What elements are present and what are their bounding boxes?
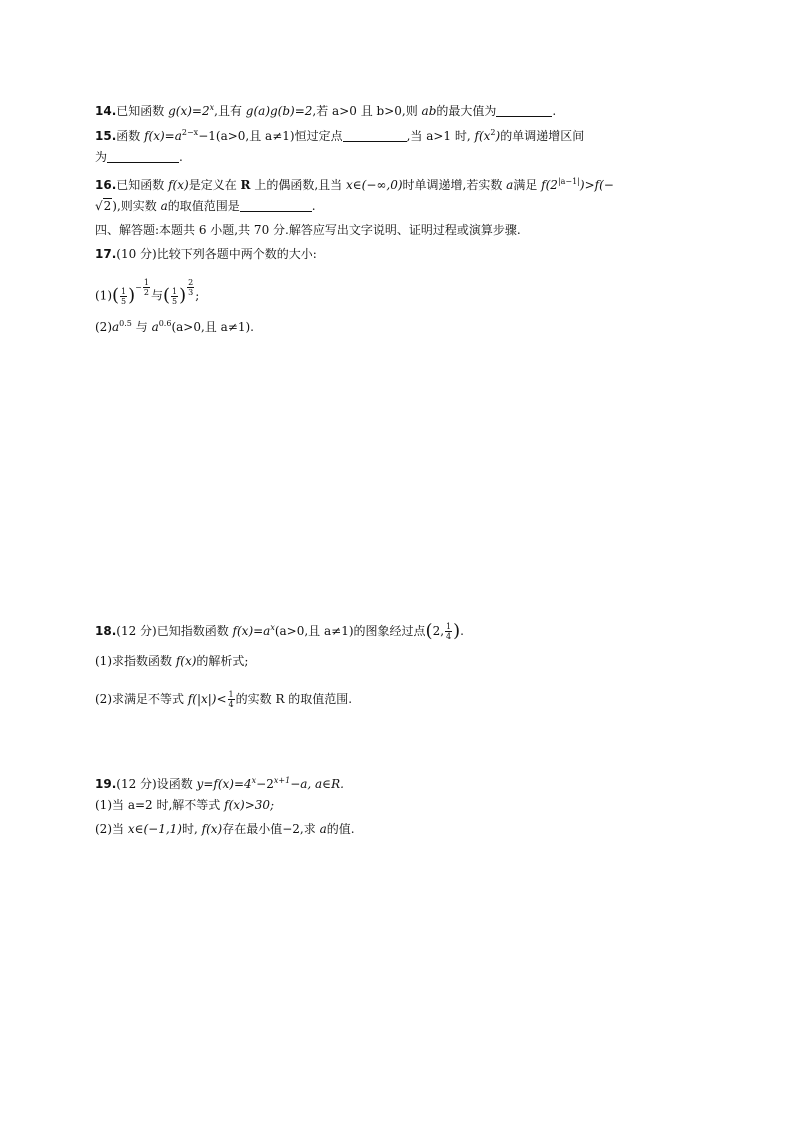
- sqrt-symbol: √2: [95, 199, 112, 213]
- question-18-part-1: (1)求指数函数 f(x)的解析式;: [95, 654, 249, 668]
- question-17: 17.(10 分)比较下列各题中两个数的大小:: [95, 247, 317, 261]
- question-19: 19.(12 分)设函数 $y=f(x)=4^x-2^{x+1}-a$, a∈R.: [95, 776, 344, 791]
- question-number: 19.: [95, 777, 117, 791]
- question-17-part-1: (1)( $\frac{1}{5}$ )$^{- \frac{1}{2}}$ 与( $\frac{1}{5}$ ) $^{\frac{2}{3}}$ ;: [95, 278, 200, 306]
- question-17-part-2: $(2)a^{0.5}$ 与 $a^{0.6}(a>0$,且 a≠1).: [95, 319, 254, 334]
- answer-blank[interactable]: [240, 199, 312, 212]
- question-15: 15.函数 $f(x)=a^{2-x}-1(a>0$,且 a≠1)恒过定点 ,当 a>1 时, $f(x^2)$的单调递增区间: [95, 128, 585, 143]
- question-16: 16.已知函数 f(x)是定义在 R 上的偶函数,且当 x∈(−∞,0)时单调递增,若实数 a满足 $f(2^{|a-1|})>f(-$: [95, 177, 614, 192]
- question-number: 16.: [95, 178, 117, 192]
- answer-blank[interactable]: [496, 104, 552, 117]
- question-19-part-1: (1)当 a=2 时,解不等式 f(x)>30;: [95, 798, 275, 812]
- answer-blank[interactable]: [343, 129, 407, 142]
- question-18: 18.(12 分)已知指数函数 $f(x)=a^x(a>0$,且 a≠1)的图象经过点(2, $\frac{1}{4}$ ).: [95, 620, 464, 642]
- question-14: 14.已知函数 $g(x)=2^x$,且有 g(a)g(b)=2,若 a>0 且 b>0,则 ab的最大值为 .: [95, 103, 557, 118]
- question-16-line-2: √2),则实数 a的取值范围是 .: [95, 199, 316, 213]
- answer-blank[interactable]: [107, 150, 179, 163]
- question-15-line-2: 为 .: [95, 150, 183, 164]
- question-number: 14.: [95, 104, 117, 118]
- question-19-part-2: (2)当 x∈(−1,1)时, f(x)存在最小值−2,求 a的值.: [95, 822, 355, 836]
- section-heading: 四、解答题:本题共 6 小题,共 70 分.解答应写出文字说明、证明过程或演算步骤.: [95, 223, 521, 237]
- question-18-part-2: (2)求满足不等式 f(|x|)< $\frac{1}{4}$ 的实数 R 的取值范围.: [95, 690, 353, 709]
- question-number: 17.: [95, 247, 117, 261]
- question-number: 18.: [95, 624, 117, 638]
- question-number: 15.: [95, 129, 117, 143]
